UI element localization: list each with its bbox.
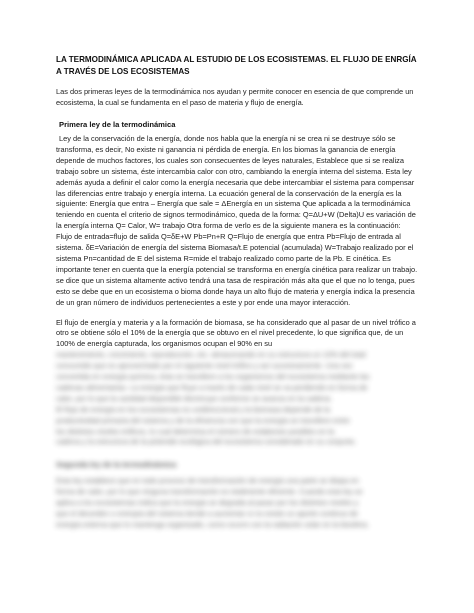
blurred-line: cadenas alimentarias. La energía que fluye a través de cada nivel se va perdiendo en forma de (56, 382, 368, 392)
blurred-line: calor, por lo que la cantidad disponible disminuye conforme se avanza en la cadena. (56, 393, 333, 403)
energy-flow-paragraph: El flujo de energía y materia y a la formación de biomasa, se ha considerado que al pasar de un nivel trófico a otro se obtiene sólo el 10% de la energía que se obtuvo en el nivel precedente, lo que significa que, de un 100% de energía capturada, los organismos ocupan el 90% en su (56, 317, 416, 349)
blurred-line: que el desorden o entropía del sistema tiende a aumentar si no existe un aporte continuo de (56, 509, 358, 519)
blurred-line: convertida en energía química, ésta se transfiere a los organismos del ecosistema mediante las (56, 372, 370, 382)
blurred-line: consumido que es aprovechado por el siguiente nivel trófico y así sucesivamente. Una vez (56, 361, 353, 371)
blurred-line: mantenimiento, crecimiento, reproducción, etc. almacenando en su estructura un 10% del total (56, 350, 366, 360)
blurred-line: Esta ley establece que en todo proceso de transformación de energía una parte se disipa en (56, 476, 359, 486)
blurred-section-heading: Segunda ley de la termodinámica (56, 460, 177, 470)
blurred-line: cadena y la estructura de la pirámide ecológica del ecosistema considerado en su conjunto. (56, 437, 357, 447)
blurred-line: El flujo de energía en los ecosistemas es unidireccional y la biomasa depende de la (56, 404, 331, 414)
blurred-line: productividad primaria del sistema y de la eficiencia con que la energía se transfiere entre (56, 415, 350, 425)
blurred-line: energía externa que lo mantenga organizado, como ocurre con la radiación solar en la biosfera. (56, 520, 370, 529)
blurred-line: aplica a los ecosistemas indica que la energía se degrada al pasar por los distintos niveles y (56, 498, 359, 508)
intro-paragraph: Las dos primeras leyes de la termodinámica nos ayudan y permite conocer en esencia de que comprende un ecosistema, la cual se fundamenta en el paso de materia y flujo de energía. (56, 87, 414, 108)
first-law-paragraph: Ley de la conservación de la energía, donde nos habla que la energía ni se crea ni se destruye sólo se transforma, es decir, No existe ni ganancia ni pérdida de energía. En los biomas la ganancia de energía depende de muchos factores, los cuales son consecuentes de leyes naturales, Establece que si se realiza trabajo sobre un sistema, éste intercambia calor con otro, cambiando la energía interna del sistema. Esta ley además ayuda a definir el calor como la energía necesaria que debe intercambiar el sistema para compensar las diferencias entre trabajo y energía interna. La ecuación general de la conservación de la energía es la siguiente: Energía que entra – Energía que sale = ΔEnergía en un sistema Que aplicada a la termodinámica teniendo en cuenta el criterio de signos termodinámico, queda de la forma: Q=ΔU+W (Delta)U es variación de la energía interna Q= Calor, W= trabajo Otra forma de verlo es de la siguiente manera es la continuación: Flujo de entrada=flujo de salida Q=δE+W Pb=Pn+R Q=Flujo de energía que entra Pb=Flujo de entrada al sistema. δE=Variación de energía del sistema Biomasa/t.E potencial (acumulada) W=Trabajo realizado por el sistema Pn=cantidad de E del sistema R=mide el trabajo realizado como parte de la Pb. E cinética. Es importante tener en cuenta que la energía potencial se transforma en energía cinética para realizar un trabajo. se dice que un sistema altamente activo tendrá una tasa de respiración más alta que el que no lo tenga, pues esto se debe que en un ecosistema o bioma donde haya un alto flujo de materia y energía indica la presencia de un gran número de individuos pertenecientes a este y por ende una mayor interacción. (56, 134, 418, 307)
document-content (56, 54, 418, 531)
blurred-line: los distintos niveles tróficos, lo cual determina el número de eslabones posibles en la (56, 426, 335, 436)
document-title: LA TERMODINÁMICA APLICADA AL ESTUDIO DE LOS ECOSISTEMAS. EL FLUJO DE ENRGÍA A TRAVÉS DE LOS ECOSISTEMAS (56, 55, 417, 76)
blurred-preview-region (56, 350, 418, 531)
blurred-line: forma de calor, por lo que ninguna transformación es totalmente eficiente. Cuando esta ley se (56, 487, 363, 497)
section-heading-first-law: Primera ley de la termodinámica (59, 120, 176, 129)
